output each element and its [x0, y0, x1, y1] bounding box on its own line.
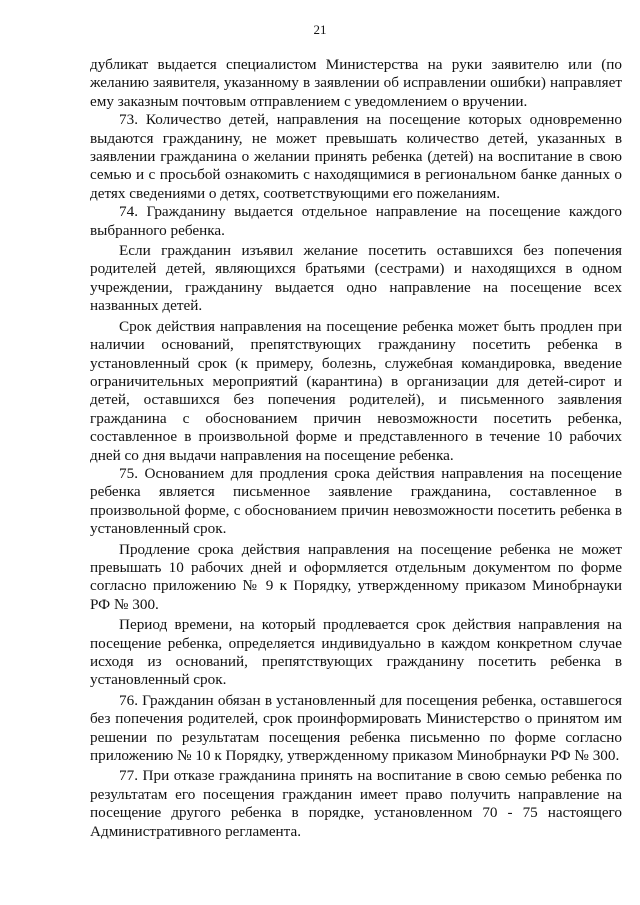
page-number: 21 — [313, 22, 327, 37]
paragraph-75-period: Период времени, на который продлевается срок действия направления на посещение ребенка, определяется индивидуально в каждом конкретном случае исходя из оснований, препятствующих гражданину посетить ребенка в установленный срок. — [90, 616, 622, 689]
paragraph-continuation: дубликат выдается специалистом Министерства на руки заявителю или (по желанию заявителя, указанному в заявлении об исправлении ошибки) направляет ему заказным почтовым отправлением с уведомлением о вручении. — [90, 56, 622, 110]
paragraph-76: 76. Гражданин обязан в установленный для посещения ребенка, оставшегося без попечения родителей, срок проинформировать Министерство о принятом им решении по результатам посещения ребенка письменно по форме согласно приложению № 10 к Порядку, утвержденному приказом Минобрнауки РФ № 300. — [90, 691, 622, 765]
paragraph-75: 75. Основанием для продления срока действия направления на посещение ребенка является письменное заявление гражданина, составленное в произвольной форме, с обоснованием причин невозможности посетить ребенка в установленный срок. — [90, 464, 622, 538]
paragraph-74-extension: Срок действия направления на посещение ребенка может быть продлен при наличии оснований, препятствующих гражданину посетить ребенка в установленный срок (к примеру, болезнь, служебная командировка, введение ограничительных мероприятий (карантина) в организации для детей-сирот и детей, оставшихся без попечения родителей), и письменного заявления гражданина с обоснованием причин невозможности посетить ребенка, составленное в произвольной форме и представленного в течение 10 рабочих дней со дня выдачи направления на посещение ребенка. — [90, 317, 622, 464]
paragraph-75-limit: Продление срока действия направления на посещение ребенка не может превышать 10 рабочих дней и оформляется отдельным документом по форме согласно приложению № 9 к Порядку, утвержденному приказом Минобрнауки РФ № 300. — [90, 540, 622, 613]
document-body — [90, 56, 622, 841]
paragraph-74: 74. Гражданину выдается отдельное направление на посещение каждого выбранного ребенка. — [90, 203, 622, 239]
paragraph-74-siblings: Если гражданин изъявил желание посетить оставшихся без попечения родителей детей, являющихся братьями (сестрами) и находящихся в одном учреждении, гражданину выдается одно направление на посещение всех названных детей. — [90, 242, 622, 315]
paragraph-73: 73. Количество детей, направления на посещение которых одновременно выдаются гражданину, не может превышать количество детей, указанных в заявлении гражданина о желании принять ребенка (детей) на воспитание в свою семью и с просьбой ознакомить с находящимися в региональном банке данных о детях сведениями о детях, соответствующими его пожеланиям. — [90, 111, 622, 202]
paragraph-77: 77. При отказе гражданина принять на воспитание в свою семью ребенка по результатам его посещения гражданин имеет право получить направление на посещение другого ребенка в порядке, установленном 70 - 75 настоящего Административного регламента. — [90, 767, 622, 840]
